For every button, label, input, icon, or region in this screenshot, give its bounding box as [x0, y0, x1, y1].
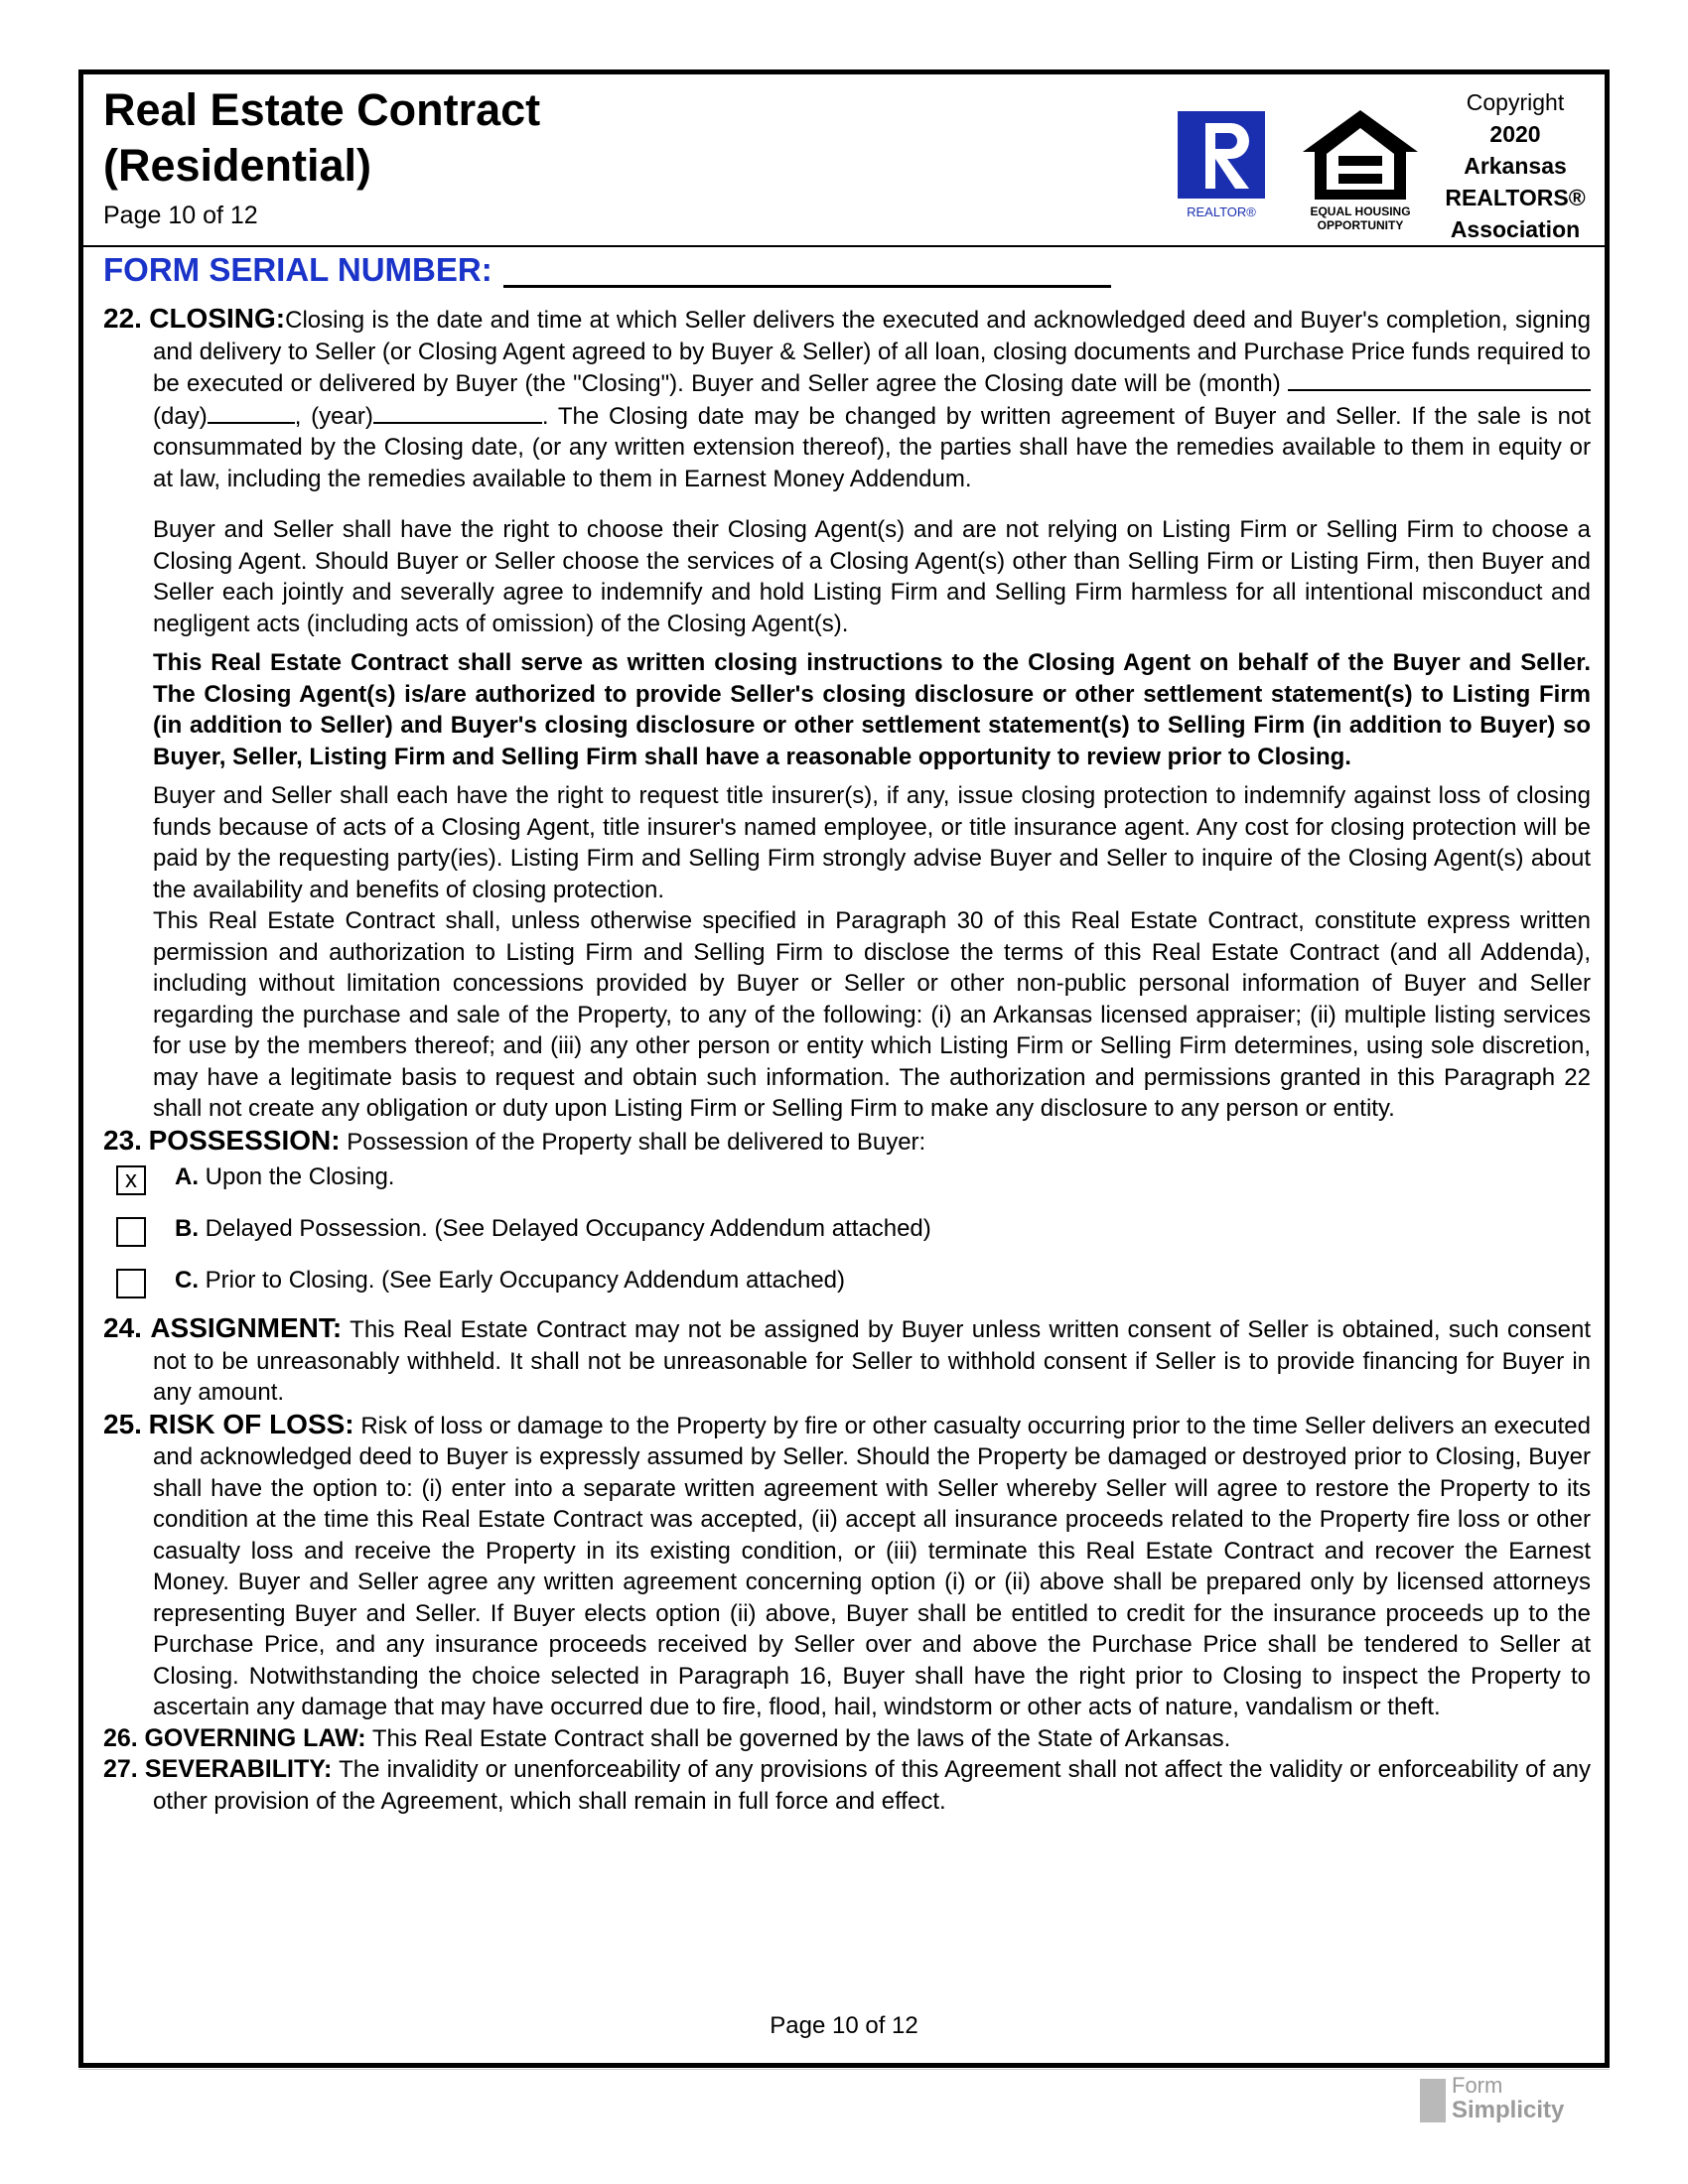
realtor-logo-icon — [1176, 109, 1275, 228]
section-25: 25. RISK OF LOSS: Risk of loss or damage to the Property by fire or other casualty occurring prior to the time Seller delivers an executed and acknowledged deed to Buyer is expressly assumed by Seller. Should the Property be damaged or destroyed prior to Closing, Buyer shall have the option to: (i) enter into a separate written agreement with Seller whereby Seller will agree to restore the Property to its condition at the time this Real Estate Contract was accepted, (ii) accept all insurance proceeds related to the Property fire loss or other casualty loss and receive the Property in its existing condition, or (iii) terminate this Real Estate Contract and recover the Earnest Money. Buyer and Seller agree any written agreement concerning option (i) or (ii) above shall be prepared only by licensed attorneys representing Buyer and Seller. If Buyer elects option (ii) above, Buyer shall be entitled to credit for the insurance proceeds up to the Purchase Price, and any insurance proceeds received by Seller over and above the Purchase Price shall be tendered to Seller at Closing. Notwithstanding the choice selected in Paragraph 16, Buyer shall have the right prior to Closing to inspect the Property to ascertain any damage that may have occurred due to fire, flood, hail, windstorm or other acts of nature, vandalism or theft. — [103, 1408, 1592, 1720]
section-22-instructions: This Real Estate Contract shall serve as written closing instructions to the Closing Agent on behalf of the Buyer and Seller. The Closing Agent(s) is/are authorized to provide Seller's closing disclosure or other settlement statement(s) to Listing Firm (in addition to Seller) and Buyer's closing disclosure or other settlement statement(s) to Selling Firm (in addition to Buyer) so Buyer, Seller, Listing Firm and Selling Firm shall have a reasonable opportunity to review prior to Closing. — [153, 649, 1591, 770]
possession-b-checkbox[interactable] — [116, 1217, 146, 1247]
closing-day-field[interactable] — [208, 400, 295, 424]
section-27: 27. SEVERABILITY: The invalidity or unenforceability of any provisions of this Agreement shall not affect the validity or enforceability of any other provision of the Agreement, which shall remain in full force and effect. — [103, 1755, 1592, 1815]
section-24: 24. ASSIGNMENT: This Real Estate Contract may not be assigned by Buyer unless written consent of Seller is obtained, such consent not to be unreasonably withheld. It shall not be unreasonable for Seller to withhold consent if Seller is to provide financing for Buyer in any amount. — [103, 1312, 1592, 1406]
possession-option-a[interactable]: x A. Upon the Closing. — [103, 1158, 1591, 1209]
possession-a-checkbox[interactable]: x — [116, 1165, 146, 1195]
section-22-closing-agent: Buyer and Seller shall have the right to choose their Closing Agent(s) and are not relying on Listing Firm or Selling Firm to choose a Closing Agent. Should Buyer or Seller choose the services of a Closing Agent(s) other than Selling Firm or Listing Firm, then Buyer and Seller each jointly and severally agree to indemnify and hold Listing Firm and Selling Firm harmless for all intentional misconduct and negligent acts (including acts of omission) of the Closing Agent(s). — [153, 516, 1591, 637]
closing-month-field[interactable] — [1288, 367, 1591, 391]
copyright-block: Copyright 2020 Arkansas REALTORS® Association — [1445, 89, 1586, 242]
realtor-logo-text: REALTOR® — [1187, 205, 1256, 219]
divider — [78, 2069, 1610, 2070]
document-icon — [1420, 2079, 1446, 2122]
eho-text-2: OPPORTUNITY — [1317, 218, 1404, 232]
possession-c-checkbox[interactable] — [116, 1269, 146, 1298]
equal-housing-icon — [1295, 102, 1426, 233]
header-page-number: Page 10 of 12 — [103, 202, 258, 229]
form-frame — [78, 69, 1610, 2068]
section-26: 26. GOVERNING LAW: This Real Estate Contract shall be governed by the laws of the State of Arkansas. — [103, 1723, 1231, 1752]
section-22-disclosure: This Real Estate Contract shall, unless otherwise specified in Paragraph 30 of this Real Estate Contract, constitute express written permission and authorization to Listing Firm and Selling Firm to disclose the terms of this Real Estate Contract (and all Addenda), including without limitation concessions provided by Buyer or Seller or other non-public personal information of Buyer and Seller regarding the purchase and sale of the Property, to any of the following: (i) an Arkansas licensed appraiser; (ii) multiple listing services for use by the members thereof; and (iii) any other person or entity which Listing Firm or Selling Firm determines, using sole discretion, may have a legitimate basis to request and obtain such information. The authorization and permissions granted in this Paragraph 22 shall not create any obligation or duty upon Listing Firm or Selling Firm to make any disclosure to any person or entity. — [153, 907, 1591, 1122]
eho-text-1: EQUAL HOUSING — [1310, 205, 1411, 218]
form-header — [83, 74, 1605, 247]
section-22-protection: Buyer and Seller shall each have the right to request title insurer(s), if any, issue closing protection to indemnify against loss of closing funds because of acts of a Closing Agent, title insurer's named employee, or title insurance agent. Any cost for closing protection will be paid by the requesting party(ies). Listing Firm and Selling Firm strongly advise Buyer and Seller to inquire of the Closing Agent(s) about the availability and benefits of closing protection. — [153, 782, 1591, 903]
possession-option-b[interactable]: B. Delayed Possession. (See Delayed Occupancy Addendum attached) — [103, 1209, 1591, 1261]
form-serial-label: FORM SERIAL NUMBER: — [103, 251, 492, 288]
form-serial-field[interactable] — [503, 285, 1111, 288]
footer-page-number: Page 10 of 12 — [770, 2012, 918, 2039]
closing-year-field[interactable] — [373, 400, 542, 424]
section-22: 22. CLOSING:Closing is the date and time at which Seller delivers the executed and acknowledged deed and Buyer's completion, signing and delivery to Seller (or Closing Agent agreed to by Buyer & Seller) of all loan, closing documents and Purchase Price funds required to be executed or delivered by Buyer (the "Closing"). Buyer and Seller agree the Closing date will be (month) (day) , (year) . The Closing date may be changed by written agreement of Buyer and Seller. If the sale is not consummated by the Closing date, (or any written extension thereof), the parties shall have the remedies available to them in equity or at law, including the remedies available to them in Earnest Money Addendum. — [103, 303, 1591, 492]
possession-option-c[interactable]: C. Prior to Closing. (See Early Occupancy Addendum attached) — [103, 1261, 1591, 1312]
form-title: Real Estate Contract (Residential) — [103, 84, 541, 191]
section-23: 23. POSSESSION: Possession of the Property shall be delivered to Buyer: — [103, 1124, 926, 1156]
contract-body — [103, 303, 1591, 1817]
form-simplicity-logo: Form Simplicity — [1420, 2073, 1579, 2132]
